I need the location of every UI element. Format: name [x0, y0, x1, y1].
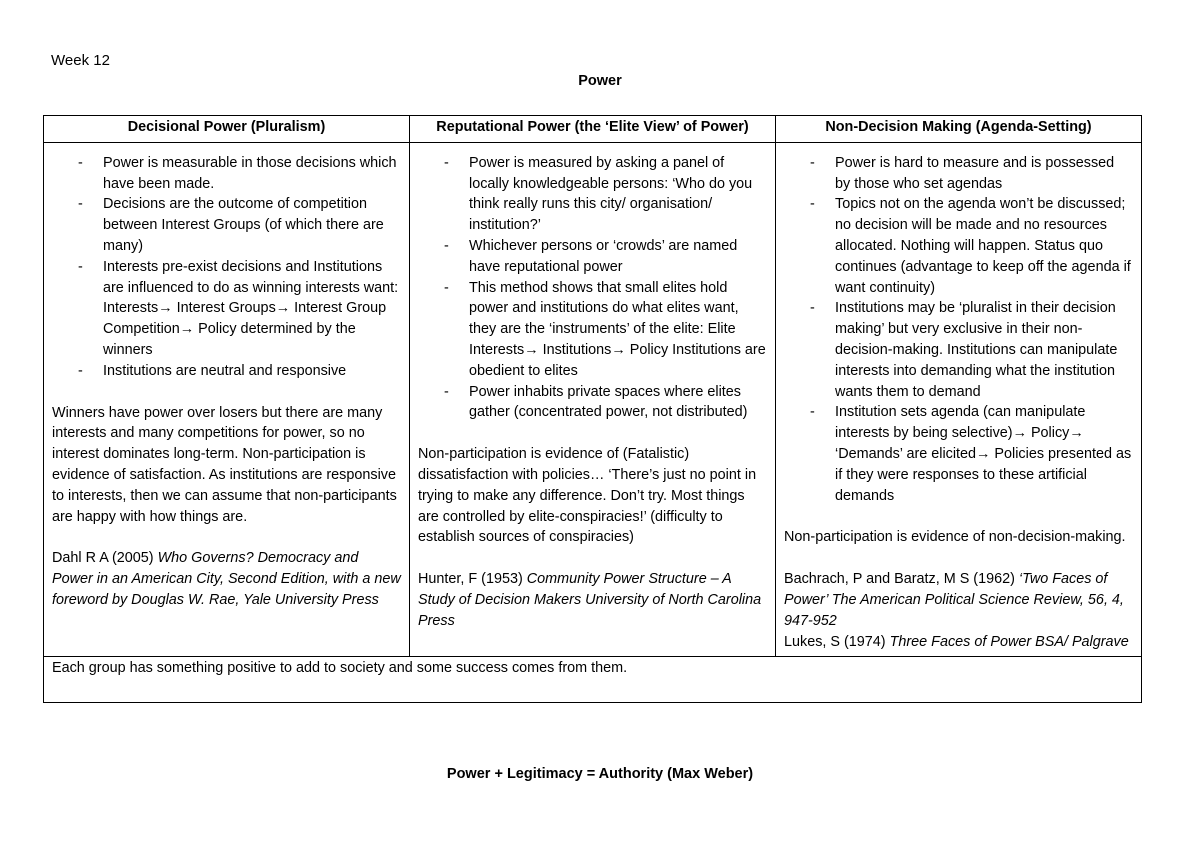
- reference: [784, 569, 1133, 631]
- list-item: - Power is measurable in those decisions which have been made.: [52, 153, 401, 195]
- list-item: - This method shows that small elites hold power and institutions do what elites want, they are the ‘instruments’ of the elite: Elite Interests→ Institutions→ Policy Institutions are obedient to elites: [418, 278, 767, 382]
- reference-author: Bachrach, P and Baratz, M S (1962): [784, 571, 1019, 588]
- reference-title: ‘Two Faces of Power’ The American Political Science Review, 56, 4, 947-952: [784, 571, 1124, 629]
- list-item: - Interests pre-exist decisions and Institutions are influenced to do as winning interests want: Interests→ Interest Groups→ Interest Group Competition→ Policy determined by the winners: [52, 257, 401, 361]
- page-title: Power: [578, 73, 622, 89]
- column-reputational: [410, 142, 776, 657]
- reference-author: Dahl R A (2005): [52, 550, 158, 567]
- week-label: Week 12: [51, 52, 110, 69]
- bullet-list: [418, 153, 767, 423]
- list-item: - Power inhabits private spaces where elites gather (concentrated power, not distributed): [418, 382, 767, 424]
- list-item: - Whichever persons or ‘crowds’ are named have reputational power: [418, 236, 767, 278]
- formula-line: Power + Legitimacy = Authority (Max Weber): [446, 766, 754, 782]
- list-item: - Institution sets agenda (can manipulate interests by being selective)→ Policy→ ‘Demands’ are elicited→ Policies presented as if they were responses to these artificial demands: [784, 402, 1133, 506]
- summary-paragraph: Winners have power over losers but there are many interests and many competitions for power, so no interest dominates long-term. Non-participation is evidence of satisfaction. As institutions are responsive to interests, then we can assume that non-participants are happy with how things are.: [52, 404, 397, 525]
- list-item: - Institutions are neutral and responsive: [52, 361, 401, 382]
- table-footer-row: [44, 657, 1142, 703]
- reference-title: Who Governs? Democracy and Power in an American City, Second Edition, with a new foreword by Douglas W. Rae, Yale University Press: [52, 550, 401, 608]
- bullet-list: [784, 153, 1133, 507]
- table-content-row: [44, 142, 1142, 657]
- list-item: - Topics not on the agenda won’t be discussed; no decision will be made and no resources allocated. Nothing will happen. Status quo continues (advantage to keep off the agenda if want continuity): [784, 194, 1133, 298]
- summary-paragraph: Non-participation is evidence of non-decision-making.: [784, 529, 1126, 546]
- list-item: - Institutions may be ‘pluralist in their decision making’ but very exclusive in their non-decision-making. Institutions can manipulate interests into demanding what the institution wants them to demand: [784, 298, 1133, 402]
- list-item: - Decisions are the outcome of competition between Interest Groups (of which there are many): [52, 194, 401, 256]
- reference-author: Hunter, F (1953): [418, 571, 527, 588]
- reference: [418, 569, 767, 631]
- column-heading-reputational: Reputational Power (the ‘Elite View’ of Power): [410, 116, 776, 143]
- column-decisional: [44, 142, 410, 657]
- column-non-decision: [776, 142, 1142, 657]
- column-heading-decisional: Decisional Power (Pluralism): [44, 116, 410, 143]
- reference: [52, 548, 401, 610]
- reference-title: Community Power Structure – A Study of Decision Makers University of North Carolina Press: [418, 571, 762, 629]
- list-item: - Power is measured by asking a panel of locally knowledgeable persons: ‘Who do you think really runs this city/ organisation/ institution?’: [418, 153, 767, 236]
- bullet-list: [52, 153, 401, 382]
- column-heading-non-decision: Non-Decision Making (Agenda-Setting): [776, 116, 1142, 143]
- list-item: - Power is hard to measure and is possessed by those who set agendas: [784, 153, 1133, 195]
- footer-note: Each group has something positive to add to society and some success comes from them.: [44, 657, 1142, 703]
- power-comparison-table: [43, 115, 1142, 703]
- table-header-row: [44, 116, 1142, 143]
- summary-paragraph: Non-participation is evidence of (Fatalistic) dissatisfaction with policies… ‘There’s just no point in trying to make any difference. Don’t try. Most things are controlled by elite-conspiracies!’ (difficulty to establish sources of conspiracies): [418, 446, 757, 546]
- reference: [784, 632, 1133, 653]
- reference-author: Lukes, S (1974): [784, 633, 890, 650]
- reference-title: Three Faces of Power BSA/ Palgrave: [889, 633, 1129, 650]
